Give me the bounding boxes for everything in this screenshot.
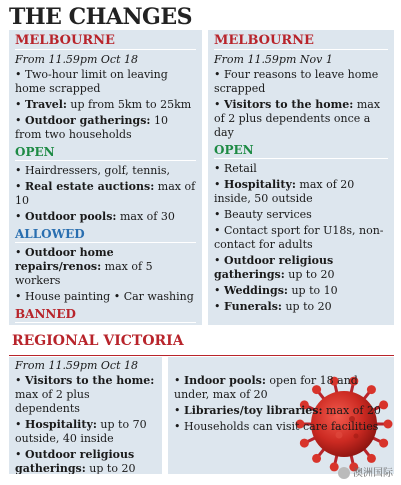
list-item: • Two-hour limit on leaving home scrapped xyxy=(15,68,168,95)
open-section-header: OPEN xyxy=(214,142,388,159)
list-item: • Outdoor gatherings: 10 from two households xyxy=(15,114,168,141)
watermark xyxy=(338,464,393,479)
regional-left-panel xyxy=(9,357,162,474)
list-item: • Outdoor pools: max of 30 xyxy=(15,210,175,223)
melbourne-nov-header: MELBOURNE xyxy=(214,32,388,50)
list-item: • Visitors to the home: max of 2 plus dependents xyxy=(15,374,155,415)
list-item: • Libraries/toy libraries: max of 20 xyxy=(174,404,381,417)
list-item: • Outdoor religious gatherings: up to 20 xyxy=(15,448,136,474)
allowed-section-header: ALLOWED xyxy=(15,226,196,243)
wechat-logo-icon xyxy=(338,467,350,479)
list-item: • Outdoor religious gatherings: up to 20 xyxy=(214,254,335,281)
list-item: • Beauty services xyxy=(214,208,312,221)
melbourne-oct-date: From 11.59pm Oct 18 xyxy=(15,53,138,66)
page-title: THE CHANGES xyxy=(9,4,193,30)
list-item: • Outdoor home repairs/renos: max of 5 workers xyxy=(15,246,153,287)
melbourne-oct-header: MELBOURNE xyxy=(15,32,196,50)
list-item: • Real estate auctions: max of 10 xyxy=(15,180,196,207)
banned-section-header: BANNED xyxy=(15,306,196,323)
list-item: • Weddings: up to 10 xyxy=(214,284,338,297)
regional-divider xyxy=(9,355,394,356)
list-item: • Households can visit care facilities xyxy=(174,420,379,433)
list-item: • Funerals: up to 20 xyxy=(214,300,332,313)
open-section-header: OPEN xyxy=(15,144,196,161)
regional-victoria-header: REGIONAL VICTORIA xyxy=(12,333,184,349)
regional-date: From 11.59pm Oct 18 xyxy=(15,359,138,372)
list-item: • Hairdressers, golf, tennis, xyxy=(15,164,171,177)
list-item: • Indoor pools: open for 18 and under, max of 20 xyxy=(174,374,358,401)
list-item: • Visitors to the home: max of 2 plus dependents once a day xyxy=(214,98,381,139)
list-item: • Retail xyxy=(214,162,257,175)
list-item: • House painting • Car washing xyxy=(15,290,194,303)
melbourne-oct-panel xyxy=(9,30,202,325)
watermark-text: 澳洲国际 xyxy=(353,468,393,479)
melbourne-nov-panel xyxy=(208,30,394,325)
list-item: • Four reasons to leave home scrapped xyxy=(214,68,379,95)
list-item: • Travel: up from 5km to 25km xyxy=(15,98,192,111)
list-item: • Hospitality: max of 20 inside, 50 outside xyxy=(214,178,355,205)
melbourne-nov-date: From 11.59pm Nov 1 xyxy=(214,53,333,66)
list-item: • Contact sport for U18s, non-contact for adults xyxy=(214,224,384,251)
regional-right-panel xyxy=(168,357,394,474)
list-item: • Hospitality: up to 70 outside, 40 inside xyxy=(15,418,147,445)
